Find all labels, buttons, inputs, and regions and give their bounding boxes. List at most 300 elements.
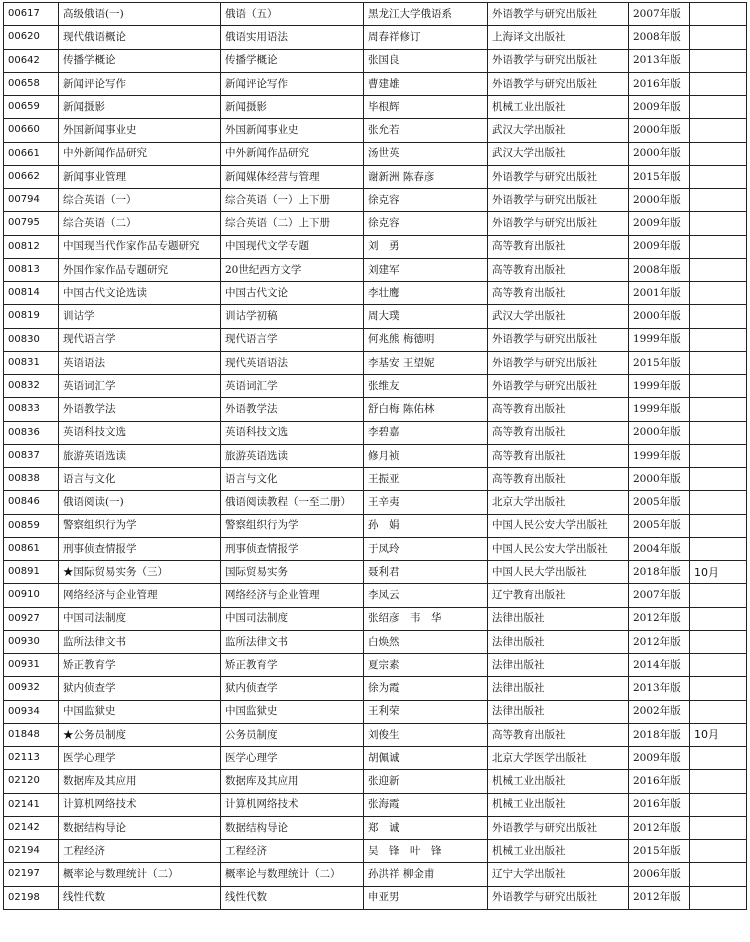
author-cell: 汤世英	[364, 142, 488, 165]
author-cell: 王辛夷	[364, 491, 488, 514]
exam-month-cell	[690, 165, 747, 188]
course-code-cell: 00836	[4, 421, 59, 444]
publisher-cell: 法律出版社	[488, 654, 629, 677]
course-code-cell: 00830	[4, 328, 59, 351]
course-code-cell: 02120	[4, 770, 59, 793]
textbook-name-cell: 综合英语（一）上下册	[221, 189, 364, 212]
course-name-cell: 数据库及其应用	[59, 770, 221, 793]
edition-cell: 2000年版	[629, 421, 690, 444]
course-name-cell: 线性代数	[59, 886, 221, 909]
course-name-cell: 矫正教育学	[59, 654, 221, 677]
publisher-cell: 武汉大学出版社	[488, 119, 629, 142]
edition-cell: 2015年版	[629, 840, 690, 863]
course-code-cell: 01848	[4, 723, 59, 746]
table-row	[4, 258, 747, 281]
edition-cell: 2004年版	[629, 537, 690, 560]
textbook-name-cell: 中国古代文论	[221, 282, 364, 305]
textbook-name-cell: 俄语（五）	[221, 3, 364, 26]
course-code-cell: 00859	[4, 514, 59, 537]
course-name-cell: 医学心理学	[59, 747, 221, 770]
exam-month-cell	[690, 816, 747, 839]
author-cell: 修月祯	[364, 444, 488, 467]
table-body	[4, 3, 747, 910]
course-code-cell: 00930	[4, 630, 59, 653]
textbook-name-cell: 20世纪西方文学	[221, 258, 364, 281]
table-row	[4, 72, 747, 95]
textbook-name-cell: 公务员制度	[221, 723, 364, 746]
edition-cell: 2008年版	[629, 26, 690, 49]
table-row	[4, 723, 747, 746]
edition-cell: 2018年版	[629, 561, 690, 584]
publisher-cell: 高等教育出版社	[488, 723, 629, 746]
textbook-name-cell: 新闻摄影	[221, 96, 364, 119]
publisher-cell: 中国人民公安大学出版社	[488, 514, 629, 537]
course-code-cell: 00832	[4, 375, 59, 398]
publisher-cell: 外语教学与研究出版社	[488, 3, 629, 26]
textbook-name-cell: 外国新闻事业史	[221, 119, 364, 142]
exam-month-cell	[690, 398, 747, 421]
course-name-cell: 高级俄语(一)	[59, 3, 221, 26]
edition-cell: 2016年版	[629, 72, 690, 95]
edition-cell: 1999年版	[629, 444, 690, 467]
course-code-cell: 00927	[4, 607, 59, 630]
publisher-cell: 中国人民公安大学出版社	[488, 537, 629, 560]
course-name-cell: 工程经济	[59, 840, 221, 863]
exam-month-cell	[690, 26, 747, 49]
exam-month-cell	[690, 49, 747, 72]
publisher-cell: 机械工业出版社	[488, 96, 629, 119]
course-code-cell: 02142	[4, 816, 59, 839]
author-cell: 徐为霞	[364, 677, 488, 700]
table-row	[4, 607, 747, 630]
publisher-cell: 高等教育出版社	[488, 444, 629, 467]
course-code-cell: 00837	[4, 444, 59, 467]
textbook-name-cell: 俄语实用语法	[221, 26, 364, 49]
textbook-name-cell: 概率论与数理统计（二）	[221, 863, 364, 886]
course-code-cell: 00910	[4, 584, 59, 607]
course-code-cell: 02194	[4, 840, 59, 863]
edition-cell: 2008年版	[629, 258, 690, 281]
table-row	[4, 840, 747, 863]
author-cell: 李碧嘉	[364, 421, 488, 444]
course-code-cell: 02141	[4, 793, 59, 816]
course-code-cell: 00814	[4, 282, 59, 305]
table-row	[4, 537, 747, 560]
edition-cell: 2007年版	[629, 584, 690, 607]
course-name-cell: 新闻评论写作	[59, 72, 221, 95]
edition-cell: 1999年版	[629, 398, 690, 421]
publisher-cell: 外语教学与研究出版社	[488, 72, 629, 95]
textbook-name-cell: 综合英语（二）上下册	[221, 212, 364, 235]
exam-month-cell	[690, 886, 747, 909]
edition-cell: 2015年版	[629, 351, 690, 374]
author-cell: 申亚男	[364, 886, 488, 909]
course-name-cell: 计算机网络技术	[59, 793, 221, 816]
course-code-cell: 02113	[4, 747, 59, 770]
publisher-cell: 外语教学与研究出版社	[488, 351, 629, 374]
table-row	[4, 119, 747, 142]
course-code-cell: 00661	[4, 142, 59, 165]
table-row	[4, 584, 747, 607]
course-name-cell: 综合英语（二）	[59, 212, 221, 235]
exam-month-cell	[690, 677, 747, 700]
course-name-cell: 传播学概论	[59, 49, 221, 72]
table-row	[4, 514, 747, 537]
course-name-cell: 中国现当代作家作品专题研究	[59, 235, 221, 258]
course-name-cell: 现代俄语概论	[59, 26, 221, 49]
publisher-cell: 武汉大学出版社	[488, 305, 629, 328]
table-row	[4, 654, 747, 677]
edition-cell: 2018年版	[629, 723, 690, 746]
publisher-cell: 外语教学与研究出版社	[488, 328, 629, 351]
table-row	[4, 235, 747, 258]
course-name-cell: 狱内侦查学	[59, 677, 221, 700]
edition-cell: 1999年版	[629, 375, 690, 398]
author-cell: 王利荣	[364, 700, 488, 723]
publisher-cell: 中国人民大学出版社	[488, 561, 629, 584]
textbook-name-cell: 英语科技文选	[221, 421, 364, 444]
exam-month-cell	[690, 189, 747, 212]
exam-month-cell: 10月	[690, 561, 747, 584]
textbook-name-cell: 数据结构导论	[221, 816, 364, 839]
table-row	[4, 165, 747, 188]
course-name-cell: 警察组织行为学	[59, 514, 221, 537]
author-cell: 白焕然	[364, 630, 488, 653]
table-row	[4, 49, 747, 72]
textbook-table	[3, 2, 747, 910]
exam-month-cell	[690, 607, 747, 630]
textbook-name-cell: 刑事侦查情报学	[221, 537, 364, 560]
course-name-cell: 旅游英语选读	[59, 444, 221, 467]
textbook-name-cell: 新闻媒体经营与管理	[221, 165, 364, 188]
textbook-name-cell: 网络经济与企业管理	[221, 584, 364, 607]
table-row	[4, 305, 747, 328]
course-name-cell: 英语科技文选	[59, 421, 221, 444]
author-cell: 聂利君	[364, 561, 488, 584]
textbook-name-cell: 外语教学法	[221, 398, 364, 421]
table-row	[4, 491, 747, 514]
table-row	[4, 816, 747, 839]
author-cell: 张维友	[364, 375, 488, 398]
table-row	[4, 328, 747, 351]
exam-month-cell	[690, 212, 747, 235]
exam-month-cell	[690, 468, 747, 491]
publisher-cell: 外语教学与研究出版社	[488, 165, 629, 188]
publisher-cell: 高等教育出版社	[488, 258, 629, 281]
exam-month-cell	[690, 654, 747, 677]
author-cell: 刘 勇	[364, 235, 488, 258]
course-code-cell: 02198	[4, 886, 59, 909]
table-row	[4, 26, 747, 49]
author-cell: 曹建雄	[364, 72, 488, 95]
course-code-cell: 00934	[4, 700, 59, 723]
author-cell: 胡佩诚	[364, 747, 488, 770]
edition-cell: 2005年版	[629, 491, 690, 514]
publisher-cell: 法律出版社	[488, 677, 629, 700]
author-cell: 夏宗素	[364, 654, 488, 677]
publisher-cell: 高等教育出版社	[488, 282, 629, 305]
exam-month-cell	[690, 863, 747, 886]
course-name-cell: 新闻摄影	[59, 96, 221, 119]
textbook-name-cell: 中国监狱史	[221, 700, 364, 723]
course-name-cell: 数据结构导论	[59, 816, 221, 839]
exam-month-cell	[690, 282, 747, 305]
table-row	[4, 630, 747, 653]
publisher-cell: 法律出版社	[488, 700, 629, 723]
table-row	[4, 398, 747, 421]
edition-cell: 2000年版	[629, 142, 690, 165]
table-row	[4, 421, 747, 444]
textbook-name-cell: 语言与文化	[221, 468, 364, 491]
course-code-cell: 00838	[4, 468, 59, 491]
course-name-cell: ★公务员制度	[59, 723, 221, 746]
course-code-cell: 00620	[4, 26, 59, 49]
author-cell: 于凤玲	[364, 537, 488, 560]
table-row	[4, 142, 747, 165]
course-code-cell: 00831	[4, 351, 59, 374]
author-cell: 孙洪祥 柳金甫	[364, 863, 488, 886]
textbook-name-cell: 警察组织行为学	[221, 514, 364, 537]
textbook-name-cell: 狱内侦查学	[221, 677, 364, 700]
exam-month-cell	[690, 3, 747, 26]
course-name-cell: 外国作家作品专题研究	[59, 258, 221, 281]
course-code-cell: 00833	[4, 398, 59, 421]
edition-cell: 2016年版	[629, 770, 690, 793]
textbook-name-cell: 工程经济	[221, 840, 364, 863]
edition-cell: 2009年版	[629, 235, 690, 258]
course-name-cell: ★国际贸易实务（三）	[59, 561, 221, 584]
author-cell: 李基安 王望妮	[364, 351, 488, 374]
course-name-cell: 刑事侦查情报学	[59, 537, 221, 560]
table-row	[4, 444, 747, 467]
edition-cell: 2000年版	[629, 189, 690, 212]
publisher-cell: 外语教学与研究出版社	[488, 816, 629, 839]
course-name-cell: 监所法律文书	[59, 630, 221, 653]
author-cell: 张国良	[364, 49, 488, 72]
exam-month-cell	[690, 537, 747, 560]
exam-month-cell	[690, 96, 747, 119]
table-row	[4, 793, 747, 816]
exam-month-cell	[690, 444, 747, 467]
edition-cell: 2012年版	[629, 816, 690, 839]
exam-month-cell	[690, 840, 747, 863]
course-code-cell: 02197	[4, 863, 59, 886]
exam-month-cell	[690, 630, 747, 653]
author-cell: 张允若	[364, 119, 488, 142]
table-row	[4, 700, 747, 723]
textbook-name-cell: 数据库及其应用	[221, 770, 364, 793]
course-code-cell: 00658	[4, 72, 59, 95]
course-code-cell: 00819	[4, 305, 59, 328]
exam-month-cell	[690, 514, 747, 537]
textbook-name-cell: 监所法律文书	[221, 630, 364, 653]
author-cell: 周大璞	[364, 305, 488, 328]
author-cell: 周春祥修订	[364, 26, 488, 49]
author-cell: 张迎新	[364, 770, 488, 793]
course-code-cell: 00617	[4, 3, 59, 26]
course-name-cell: 外语教学法	[59, 398, 221, 421]
exam-month-cell	[690, 793, 747, 816]
course-code-cell: 00794	[4, 189, 59, 212]
table-row	[4, 747, 747, 770]
table-row	[4, 96, 747, 119]
exam-month-cell	[690, 142, 747, 165]
publisher-cell: 外语教学与研究出版社	[488, 375, 629, 398]
publisher-cell: 辽宁教育出版社	[488, 584, 629, 607]
course-name-cell: 现代语言学	[59, 328, 221, 351]
exam-month-cell	[690, 491, 747, 514]
edition-cell: 2009年版	[629, 212, 690, 235]
publisher-cell: 武汉大学出版社	[488, 142, 629, 165]
edition-cell: 2002年版	[629, 700, 690, 723]
course-name-cell: 概率论与数理统计（二）	[59, 863, 221, 886]
exam-month-cell	[690, 258, 747, 281]
edition-cell: 1999年版	[629, 328, 690, 351]
table-row	[4, 561, 747, 584]
edition-cell: 2006年版	[629, 863, 690, 886]
course-name-cell: 综合英语（一）	[59, 189, 221, 212]
course-code-cell: 00795	[4, 212, 59, 235]
publisher-cell: 机械工业出版社	[488, 840, 629, 863]
edition-cell: 2015年版	[629, 165, 690, 188]
author-cell: 徐克容	[364, 189, 488, 212]
edition-cell: 2012年版	[629, 886, 690, 909]
course-name-cell: 新闻事业管理	[59, 165, 221, 188]
author-cell: 刘建军	[364, 258, 488, 281]
course-name-cell: 训诂学	[59, 305, 221, 328]
edition-cell: 2000年版	[629, 468, 690, 491]
course-code-cell: 00660	[4, 119, 59, 142]
course-name-cell: 外国新闻事业史	[59, 119, 221, 142]
edition-cell: 2013年版	[629, 677, 690, 700]
publisher-cell: 上海译文出版社	[488, 26, 629, 49]
exam-month-cell	[690, 235, 747, 258]
course-name-cell: 中国监狱史	[59, 700, 221, 723]
publisher-cell: 外语教学与研究出版社	[488, 189, 629, 212]
publisher-cell: 机械工业出版社	[488, 793, 629, 816]
course-code-cell: 00931	[4, 654, 59, 677]
table-row	[4, 351, 747, 374]
textbook-name-cell: 现代英语语法	[221, 351, 364, 374]
edition-cell: 2000年版	[629, 119, 690, 142]
exam-month-cell	[690, 305, 747, 328]
table-row	[4, 468, 747, 491]
edition-cell: 2012年版	[629, 607, 690, 630]
exam-month-cell	[690, 584, 747, 607]
author-cell: 徐克容	[364, 212, 488, 235]
publisher-cell: 机械工业出版社	[488, 770, 629, 793]
exam-month-cell	[690, 700, 747, 723]
edition-cell: 2005年版	[629, 514, 690, 537]
table-row	[4, 770, 747, 793]
edition-cell: 2009年版	[629, 747, 690, 770]
exam-month-cell	[690, 119, 747, 142]
edition-cell: 2000年版	[629, 305, 690, 328]
course-name-cell: 英语语法	[59, 351, 221, 374]
publisher-cell: 外语教学与研究出版社	[488, 886, 629, 909]
publisher-cell: 外语教学与研究出版社	[488, 212, 629, 235]
textbook-name-cell: 医学心理学	[221, 747, 364, 770]
author-cell: 谢新洲 陈春彦	[364, 165, 488, 188]
course-code-cell: 00662	[4, 165, 59, 188]
publisher-cell: 北京大学出版社	[488, 491, 629, 514]
author-cell: 孙 娟	[364, 514, 488, 537]
course-code-cell: 00891	[4, 561, 59, 584]
exam-month-cell	[690, 770, 747, 793]
textbook-name-cell: 中国现代文学专题	[221, 235, 364, 258]
publisher-cell: 高等教育出版社	[488, 398, 629, 421]
course-name-cell: 语言与文化	[59, 468, 221, 491]
table-row	[4, 282, 747, 305]
textbook-name-cell: 新闻评论写作	[221, 72, 364, 95]
textbook-name-cell: 线性代数	[221, 886, 364, 909]
textbook-name-cell: 俄语阅读教程（一至二册）	[221, 491, 364, 514]
exam-month-cell	[690, 747, 747, 770]
publisher-cell: 高等教育出版社	[488, 235, 629, 258]
author-cell: 吴 锋 叶 锋	[364, 840, 488, 863]
author-cell: 张海霞	[364, 793, 488, 816]
table-row	[4, 189, 747, 212]
exam-month-cell	[690, 328, 747, 351]
author-cell: 张绍彦 韦 华	[364, 607, 488, 630]
publisher-cell: 外语教学与研究出版社	[488, 49, 629, 72]
course-code-cell: 00861	[4, 537, 59, 560]
publisher-cell: 高等教育出版社	[488, 468, 629, 491]
textbook-name-cell: 计算机网络技术	[221, 793, 364, 816]
course-code-cell: 00659	[4, 96, 59, 119]
publisher-cell: 辽宁大学出版社	[488, 863, 629, 886]
course-name-cell: 中国古代文论选读	[59, 282, 221, 305]
publisher-cell: 法律出版社	[488, 630, 629, 653]
course-name-cell: 中国司法制度	[59, 607, 221, 630]
edition-cell: 2013年版	[629, 49, 690, 72]
textbook-name-cell: 现代语言学	[221, 328, 364, 351]
exam-month-cell	[690, 375, 747, 398]
textbook-name-cell: 旅游英语选读	[221, 444, 364, 467]
author-cell: 舒白梅 陈佑林	[364, 398, 488, 421]
course-name-cell: 网络经济与企业管理	[59, 584, 221, 607]
author-cell: 李壮鹰	[364, 282, 488, 305]
table-row	[4, 375, 747, 398]
textbook-name-cell: 中外新闻作品研究	[221, 142, 364, 165]
author-cell: 毕根辉	[364, 96, 488, 119]
edition-cell: 2009年版	[629, 96, 690, 119]
course-code-cell: 00812	[4, 235, 59, 258]
course-code-cell: 00813	[4, 258, 59, 281]
author-cell: 何兆熊 梅德明	[364, 328, 488, 351]
author-cell: 黑龙江大学俄语系	[364, 3, 488, 26]
textbook-name-cell: 英语词汇学	[221, 375, 364, 398]
course-name-cell: 俄语阅读(一)	[59, 491, 221, 514]
edition-cell: 2001年版	[629, 282, 690, 305]
table-row	[4, 3, 747, 26]
author-cell: 王振亚	[364, 468, 488, 491]
textbook-name-cell: 训诂学初稿	[221, 305, 364, 328]
table-row	[4, 886, 747, 909]
course-name-cell: 中外新闻作品研究	[59, 142, 221, 165]
table-row	[4, 212, 747, 235]
exam-month-cell: 10月	[690, 723, 747, 746]
exam-month-cell	[690, 421, 747, 444]
edition-cell: 2014年版	[629, 654, 690, 677]
textbook-name-cell: 矫正教育学	[221, 654, 364, 677]
edition-cell: 2007年版	[629, 3, 690, 26]
author-cell: 郑 诚	[364, 816, 488, 839]
table-row	[4, 677, 747, 700]
textbook-name-cell: 国际贸易实务	[221, 561, 364, 584]
textbook-name-cell: 中国司法制度	[221, 607, 364, 630]
publisher-cell: 高等教育出版社	[488, 421, 629, 444]
